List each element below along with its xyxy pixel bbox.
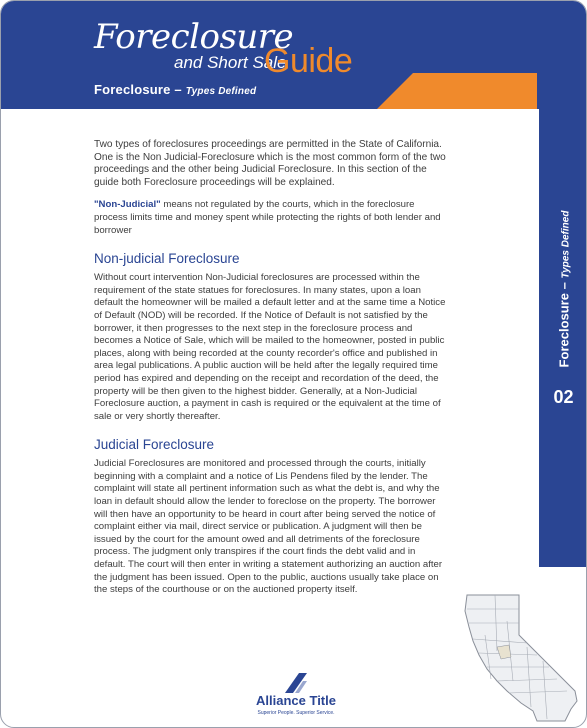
main-content xyxy=(94,139,446,607)
nonjudicial-paragraph: Without court intervention Non-Judicial foreclosures are processed within the requirement of the state statues for foreclosures. In many states, upon a loan default the homeowner will be mailed a default letter and at the same time a Notice of Default (NOD) will be recorded. If the Notice of Default is not satisfied by the borrower, it then progresses to the next step in the foreclosure process and becomes a Notice of Sale, which will be mailed to the homeowner, posted in public places, along with being recorded at the county recorder's office and published in area legal publications. A public auction will be held after the legally required time period has expired and depending on the receipt and recordation of the deed, the property will be then given to the highest bidder. Generally, at a Non-Judicial Foreclosure auction, a payment in cash is required or the equivalent at the time of sale or very shortly thereafter. xyxy=(94,272,446,422)
page-number: 02 xyxy=(553,387,574,407)
definition-text: means not regulated by the courts, which in the foreclosure process limits time and money spent while protecting the rights of both lender and borrower xyxy=(94,199,441,236)
heading-judicial: Judicial Foreclosure xyxy=(94,437,215,453)
heading-nonjudicial: Non-judicial Foreclosure xyxy=(94,251,240,267)
section-heading xyxy=(94,82,256,97)
side-tab-label xyxy=(539,109,587,469)
title-guide: Guide xyxy=(264,42,353,80)
intro-paragraph: Two types of foreclosures proceedings are permitted in the State of California. One is the Non Judicial-Foreclosure which is the most common form of the two proceedings and the other being Judicial Foreclosure. In this section of the guide both Foreclosure proceedings will be explained. xyxy=(94,139,446,188)
logo-tagline: Superior People. Superior Service. xyxy=(257,710,335,716)
alliance-title-logo xyxy=(251,673,341,721)
judicial-paragraph: Judicial Foreclosures are monitored and processed through the courts, initially beginning with a complaint and a notice of Lis Pendens filed by the lender. The complaint will state all pertinent information such as what the debt is, and why the loan in default should allow the lender to foreclose on the property. The borrower will then have an opportunity to be heard in court after being served the notice of complaint either via mail, direct service or publication. A judgment will then be issued by the court for the amount owed and all detriments of the foreclosure process. The judgment only transpires if the court finds the debt valid and in default. The court will then enter in writing a statement authorizing an auction after the judgment has been issued. Open to the public, auctions usually take place on the steps of the courthouse or on the auctioned property itself. xyxy=(94,458,443,596)
definition-paragraph xyxy=(94,199,446,237)
section-heading-dash: – xyxy=(170,82,186,97)
side-tab-label-big: Foreclosure xyxy=(556,293,571,368)
orange-accent xyxy=(377,73,537,109)
header-banner xyxy=(1,1,587,109)
side-tab xyxy=(539,109,587,567)
title-main: Foreclosure xyxy=(94,17,294,57)
logo-mark-icon xyxy=(281,673,311,693)
title-subtitle: and Short Sale xyxy=(174,53,287,72)
section-heading-big: Foreclosure xyxy=(94,82,171,97)
california-map xyxy=(457,591,585,725)
section-heading-small: Types Defined xyxy=(185,86,257,97)
side-tab-label-small: Types Defined xyxy=(560,210,571,279)
logo-name: Alliance Title xyxy=(256,693,336,708)
definition-term: "Non-Judicial" xyxy=(94,199,161,211)
side-tab-label-dash: – xyxy=(556,278,571,294)
